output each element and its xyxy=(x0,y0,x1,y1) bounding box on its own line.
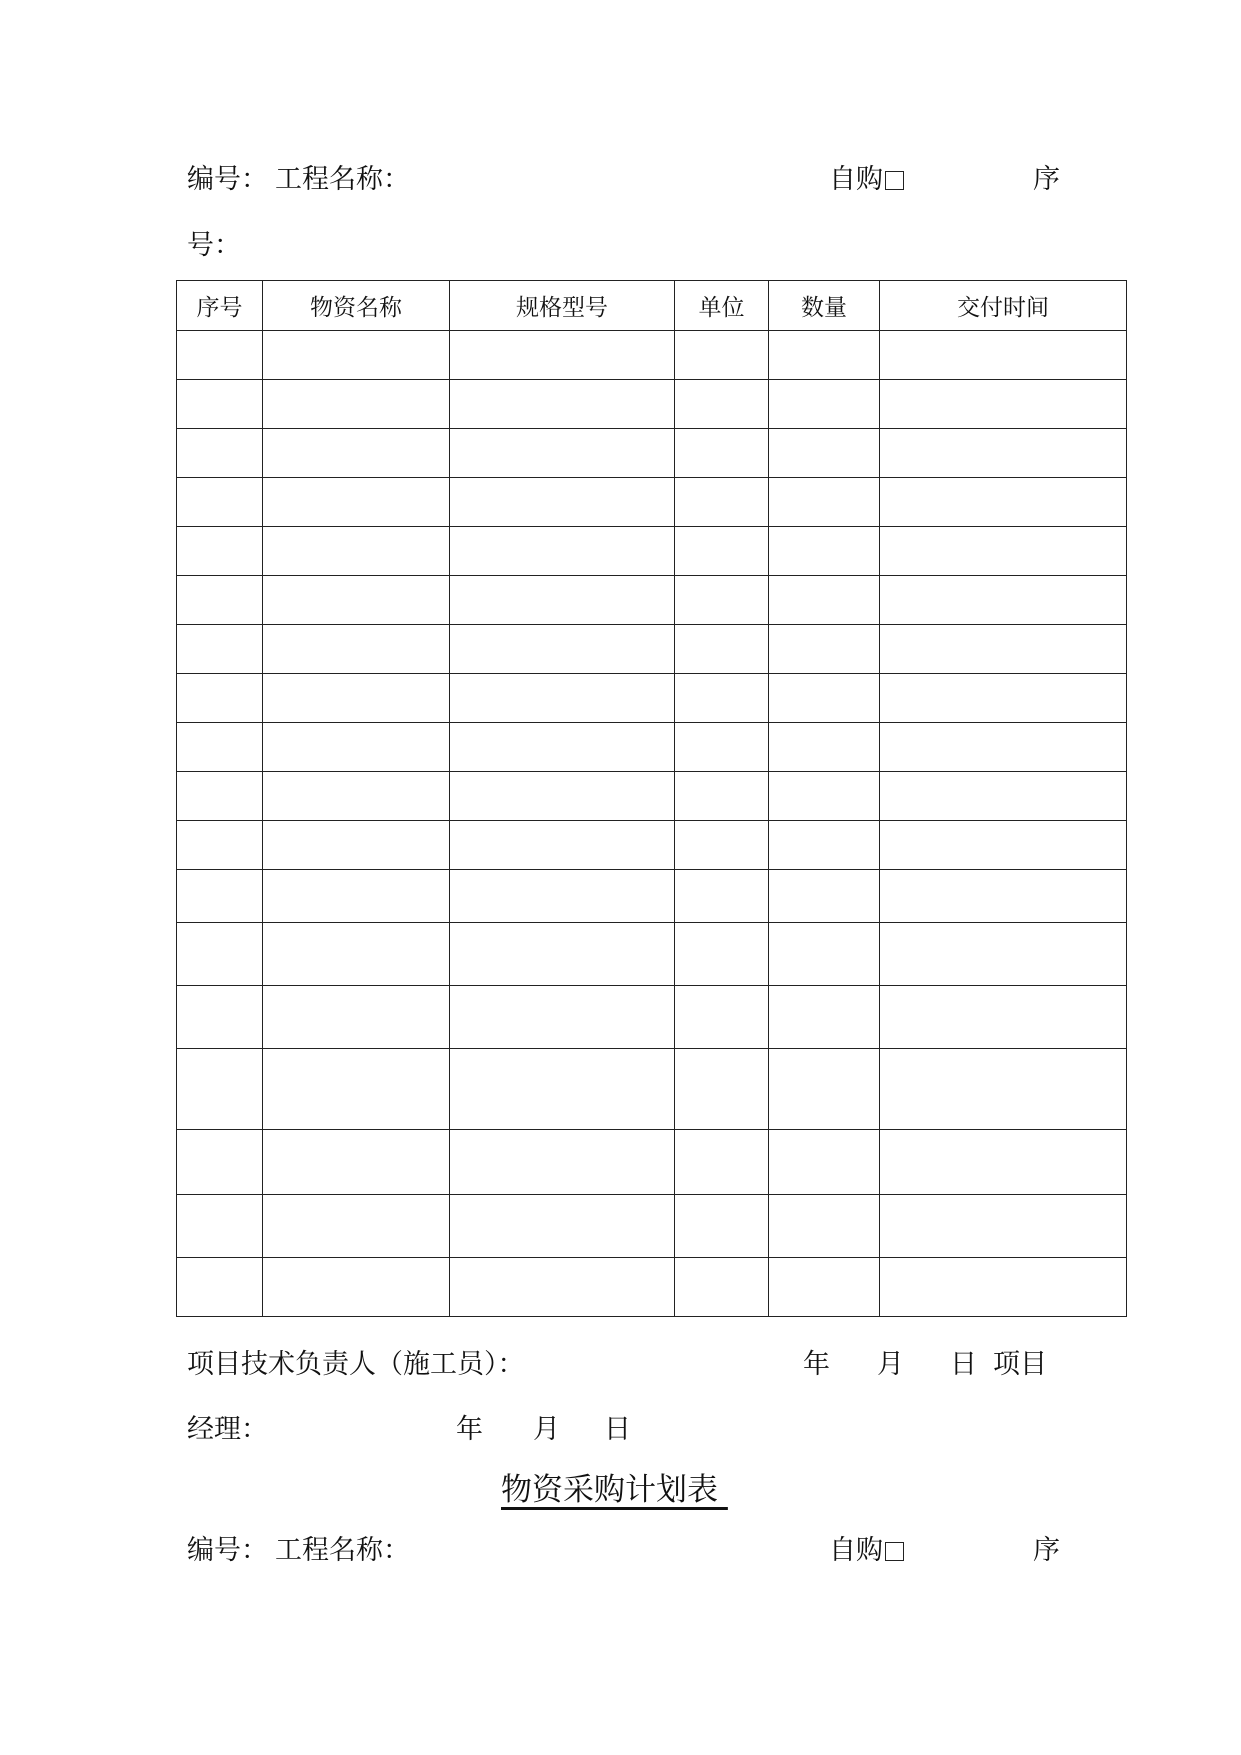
table-cell[interactable] xyxy=(177,870,263,923)
self-purchase-checkbox[interactable] xyxy=(885,171,904,190)
table-cell[interactable] xyxy=(450,331,675,380)
table-cell[interactable] xyxy=(675,1049,769,1130)
self-purchase-option-2[interactable] xyxy=(829,1534,904,1568)
table-cell[interactable] xyxy=(675,923,769,986)
table-cell[interactable] xyxy=(675,478,769,527)
table-row xyxy=(177,1258,1127,1317)
table-cell[interactable] xyxy=(450,478,675,527)
table-cell[interactable] xyxy=(880,723,1127,772)
table-cell[interactable] xyxy=(675,1195,769,1258)
table-row xyxy=(177,478,1127,527)
table-cell[interactable] xyxy=(263,1130,450,1195)
table-cell[interactable] xyxy=(450,986,675,1049)
table-cell[interactable] xyxy=(263,576,450,625)
column-header-delivery-time: 交付时间 xyxy=(880,281,1127,331)
table-cell[interactable] xyxy=(880,1258,1127,1317)
table-cell[interactable] xyxy=(769,1049,880,1130)
table-cell[interactable] xyxy=(177,772,263,821)
table-cell[interactable] xyxy=(450,923,675,986)
table-cell[interactable] xyxy=(675,870,769,923)
serial-label-3: 序 xyxy=(1033,1535,1060,1566)
date-year-1: 年 xyxy=(803,1349,830,1380)
date-month-2: 月 xyxy=(533,1414,560,1445)
table-cell[interactable] xyxy=(675,1130,769,1195)
table-cell[interactable] xyxy=(880,331,1127,380)
table-cell[interactable] xyxy=(880,986,1127,1049)
table-row xyxy=(177,821,1127,870)
table-row xyxy=(177,527,1127,576)
table-cell[interactable] xyxy=(263,429,450,478)
table-cell[interactable] xyxy=(177,986,263,1049)
table-row xyxy=(177,576,1127,625)
table-cell[interactable] xyxy=(769,1258,880,1317)
table-cell[interactable] xyxy=(675,1258,769,1317)
table-cell[interactable] xyxy=(263,1258,450,1317)
table-cell[interactable] xyxy=(263,527,450,576)
table-cell[interactable] xyxy=(450,380,675,429)
column-header-material-name: 物资名称 xyxy=(263,281,450,331)
table-cell[interactable] xyxy=(769,821,880,870)
table-cell[interactable] xyxy=(880,527,1127,576)
form-title: 物资采购计划表 xyxy=(501,1472,728,1508)
table-cell[interactable] xyxy=(177,1258,263,1317)
table-cell[interactable] xyxy=(880,772,1127,821)
table-cell[interactable] xyxy=(177,674,263,723)
project-name-label: 工程名称： xyxy=(275,164,410,195)
table-cell[interactable] xyxy=(263,331,450,380)
table-row xyxy=(177,923,1127,986)
table-row xyxy=(177,1195,1127,1258)
table-cell[interactable] xyxy=(450,1130,675,1195)
table-cell[interactable] xyxy=(450,674,675,723)
table-row xyxy=(177,429,1127,478)
table-cell[interactable] xyxy=(263,923,450,986)
table-cell[interactable] xyxy=(880,870,1127,923)
table-row xyxy=(177,772,1127,821)
table-cell[interactable] xyxy=(263,478,450,527)
table-cell[interactable] xyxy=(263,723,450,772)
table-cell[interactable] xyxy=(177,527,263,576)
table-row xyxy=(177,331,1127,380)
table-cell[interactable] xyxy=(880,821,1127,870)
table-cell[interactable] xyxy=(177,380,263,429)
table-cell[interactable] xyxy=(450,1195,675,1258)
table-cell[interactable] xyxy=(880,674,1127,723)
table-cell[interactable] xyxy=(769,1130,880,1195)
table-cell[interactable] xyxy=(450,1258,675,1317)
table-cell[interactable] xyxy=(177,1049,263,1130)
serial-label-part2: 号： xyxy=(187,230,241,261)
self-purchase-checkbox-2[interactable] xyxy=(885,1542,904,1561)
table-cell[interactable] xyxy=(263,772,450,821)
table-row xyxy=(177,986,1127,1049)
column-header-serial: 序号 xyxy=(177,281,263,331)
serial-label-part1: 序 xyxy=(1033,164,1060,195)
table-cell[interactable] xyxy=(177,478,263,527)
table-cell[interactable] xyxy=(263,1195,450,1258)
table-cell[interactable] xyxy=(675,723,769,772)
table-cell[interactable] xyxy=(769,923,880,986)
table-cell[interactable] xyxy=(450,527,675,576)
table-cell[interactable] xyxy=(769,429,880,478)
number-label: 编号： xyxy=(187,164,268,195)
table-cell[interactable] xyxy=(675,331,769,380)
table-cell[interactable] xyxy=(450,723,675,772)
table-cell[interactable] xyxy=(675,429,769,478)
table-cell[interactable] xyxy=(769,723,880,772)
table-cell[interactable] xyxy=(880,429,1127,478)
project-manager-label-part1: 项目 xyxy=(993,1349,1047,1380)
date-month-1: 月 xyxy=(877,1349,904,1380)
table-cell[interactable] xyxy=(769,870,880,923)
table-cell[interactable] xyxy=(675,986,769,1049)
project-name-label-2: 工程名称： xyxy=(275,1535,410,1566)
table-cell[interactable] xyxy=(177,723,263,772)
table-cell[interactable] xyxy=(769,772,880,821)
table-cell[interactable] xyxy=(177,576,263,625)
table-cell[interactable] xyxy=(769,625,880,674)
table-cell[interactable] xyxy=(177,923,263,986)
table-cell[interactable] xyxy=(880,478,1127,527)
table-cell[interactable] xyxy=(450,429,675,478)
table-cell[interactable] xyxy=(450,1049,675,1130)
table-cell[interactable] xyxy=(880,1049,1127,1130)
table-cell[interactable] xyxy=(177,429,263,478)
table-cell[interactable] xyxy=(880,923,1127,986)
table-cell[interactable] xyxy=(263,1049,450,1130)
table-cell[interactable] xyxy=(177,1130,263,1195)
table-cell[interactable] xyxy=(263,380,450,429)
column-header-unit: 单位 xyxy=(675,281,769,331)
project-manager-label-part2: 经理： xyxy=(187,1414,268,1445)
tech-lead-label: 项目技术负责人（施工员）： xyxy=(187,1349,525,1380)
self-purchase-option[interactable] xyxy=(829,163,904,197)
table-cell[interactable] xyxy=(675,674,769,723)
table-cell[interactable] xyxy=(675,380,769,429)
date-day-1: 日 xyxy=(950,1349,977,1380)
date-day-2: 日 xyxy=(604,1414,631,1445)
purchase-table xyxy=(176,280,1127,1317)
table-cell[interactable] xyxy=(769,478,880,527)
table-cell[interactable] xyxy=(263,821,450,870)
table-cell[interactable] xyxy=(880,1195,1127,1258)
table-cell[interactable] xyxy=(880,380,1127,429)
table-row xyxy=(177,625,1127,674)
table-cell[interactable] xyxy=(177,821,263,870)
table-cell[interactable] xyxy=(675,576,769,625)
table-cell[interactable] xyxy=(769,674,880,723)
table-cell[interactable] xyxy=(450,772,675,821)
table-cell[interactable] xyxy=(450,821,675,870)
table-cell[interactable] xyxy=(769,1195,880,1258)
table-cell[interactable] xyxy=(177,1195,263,1258)
table-cell[interactable] xyxy=(769,986,880,1049)
table-row xyxy=(177,1049,1127,1130)
table-cell[interactable] xyxy=(880,576,1127,625)
table-cell[interactable] xyxy=(675,625,769,674)
table-row xyxy=(177,723,1127,772)
table-cell[interactable] xyxy=(263,674,450,723)
table-row xyxy=(177,380,1127,429)
table-row xyxy=(177,1130,1127,1195)
table-row xyxy=(177,674,1127,723)
table-cell[interactable] xyxy=(263,986,450,1049)
table-cell[interactable] xyxy=(675,821,769,870)
table-cell[interactable] xyxy=(769,331,880,380)
table-header-row xyxy=(177,281,1127,331)
table-cell[interactable] xyxy=(769,576,880,625)
table-cell[interactable] xyxy=(450,870,675,923)
table-cell[interactable] xyxy=(675,772,769,821)
self-purchase-label: 自购 xyxy=(829,164,883,195)
table-cell[interactable] xyxy=(263,870,450,923)
date-year-2: 年 xyxy=(456,1414,483,1445)
table-cell[interactable] xyxy=(263,625,450,674)
self-purchase-label-2: 自购 xyxy=(829,1535,883,1566)
column-header-quantity: 数量 xyxy=(769,281,880,331)
table-cell[interactable] xyxy=(769,527,880,576)
table-cell[interactable] xyxy=(450,625,675,674)
table-cell[interactable] xyxy=(769,380,880,429)
number-label-2: 编号： xyxy=(187,1535,268,1566)
table-body xyxy=(177,331,1127,1317)
table-row xyxy=(177,870,1127,923)
column-header-spec-model: 规格型号 xyxy=(450,281,675,331)
table-cell[interactable] xyxy=(880,625,1127,674)
table-cell[interactable] xyxy=(450,576,675,625)
table-cell[interactable] xyxy=(880,1130,1127,1195)
table-cell[interactable] xyxy=(177,331,263,380)
table-cell[interactable] xyxy=(675,527,769,576)
table-cell[interactable] xyxy=(177,625,263,674)
